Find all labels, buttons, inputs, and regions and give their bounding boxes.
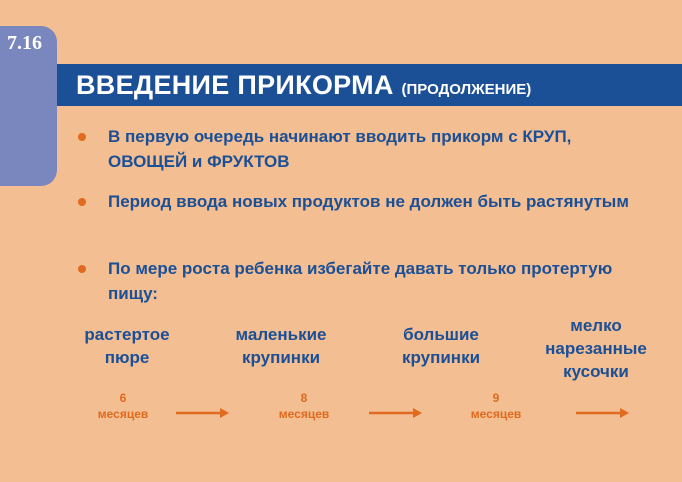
age-label-8	[264, 390, 344, 422]
age-value: 8	[300, 391, 308, 405]
arrow-right-icon	[176, 406, 230, 420]
slide-title-main: ВВЕДЕНИЕ ПРИКОРМА	[76, 70, 394, 100]
bullet-item-3	[78, 256, 648, 306]
age-value: 6	[119, 391, 127, 405]
bullet-item-2	[78, 189, 648, 214]
bullet-dot-icon	[78, 265, 86, 273]
age-label-6	[83, 390, 163, 422]
age-unit: месяцев	[97, 407, 149, 421]
bullet-text: Период ввода новых продуктов не должен быть растянутым	[108, 192, 629, 211]
stage-puree: растертое пюре	[84, 325, 170, 367]
stage-large-grains: большие крупинки	[401, 325, 481, 367]
age-value: 9	[492, 391, 500, 405]
slide-number: 7.16	[7, 32, 42, 54]
stage-small-grains: маленькие крупинки	[235, 325, 327, 367]
bullet-text: В первую очередь начинают вводить прикорм с КРУП, ОВОЩЕЙ и ФРУКТОВ	[108, 127, 572, 171]
bullet-dot-icon	[78, 133, 86, 141]
slide-title	[76, 70, 531, 101]
bullet-text: По мере роста ребенка избегайте давать только протертую пищу:	[108, 259, 613, 303]
bullet-dot-icon	[78, 198, 86, 206]
arrow-right-icon	[369, 406, 423, 420]
slide-title-sub: (ПРОДОЛЖЕНИЕ)	[401, 81, 532, 98]
stage-chopped-pieces: мелко нарезанные кусочки	[545, 316, 647, 381]
bullet-item-1	[78, 124, 648, 174]
age-label-9	[456, 390, 536, 422]
age-unit: месяцев	[470, 407, 522, 421]
age-unit: месяцев	[278, 407, 330, 421]
arrow-right-icon	[576, 406, 630, 420]
